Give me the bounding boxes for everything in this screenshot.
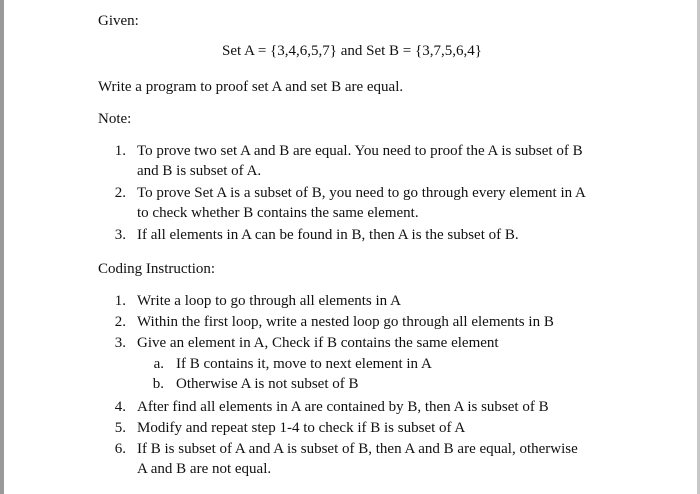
note-item-text: To prove Set A is a subset of B, you need to go through every element in A xyxy=(137,185,586,201)
coding-subitem-text: Otherwise A is not subset of B xyxy=(176,376,359,392)
coding-subitem-marker: a. xyxy=(153,356,164,372)
note-item-marker: 3. xyxy=(114,227,126,243)
coding-item-text: Give an element in A, Check if B contains the same element xyxy=(137,335,499,351)
note-item-marker: 1. xyxy=(114,143,126,159)
coding-subitem-text: If B contains it, move to next element in A xyxy=(176,356,432,372)
note-item-text-continued: to check whether B contains the same element. xyxy=(137,205,419,221)
coding-item-text: Write a loop to go through all elements in A xyxy=(137,293,401,309)
coding-item-text: If B is subset of A and A is subset of B, then A and B are equal, otherwise xyxy=(137,441,578,457)
note-item-text: If all elements in A can be found in B, then A is the subset of B. xyxy=(137,227,519,243)
task-statement: Write a program to proof set A and set B are equal. xyxy=(98,79,404,95)
coding-item-marker: 6. xyxy=(114,441,126,457)
coding-item-text-continued: A and B are not equal. xyxy=(137,461,272,477)
coding-item-text: After find all elements in A are contained by B, then A is subset of B xyxy=(137,399,549,415)
coding-item-marker: 1. xyxy=(114,293,126,309)
note-item-text: To prove two set A and B are equal. You need to proof the A is subset of B xyxy=(137,143,583,159)
coding-item-text: Modify and repeat step 1-4 to check if B is subset of A xyxy=(137,420,466,436)
coding-item-marker: 3. xyxy=(114,335,126,351)
coding-item-text: Within the first loop, write a nested loop go through all elements in B xyxy=(137,314,554,330)
note-item-marker: 2. xyxy=(114,185,126,201)
given-heading: Given: xyxy=(98,13,139,29)
coding-item-marker: 2. xyxy=(114,314,126,330)
note-heading: Note: xyxy=(98,111,132,127)
left-edge-border xyxy=(0,0,4,494)
coding-item-marker: 4. xyxy=(114,399,126,415)
note-item-text-continued: and B is subset of A. xyxy=(137,163,262,179)
coding-item-marker: 5. xyxy=(114,420,126,436)
coding-subitem-marker: b. xyxy=(152,376,164,392)
sets-definition: Set A = {3,4,6,5,7} and Set B = {3,7,5,6,4} xyxy=(222,43,482,59)
coding-heading: Coding Instruction: xyxy=(98,261,216,277)
